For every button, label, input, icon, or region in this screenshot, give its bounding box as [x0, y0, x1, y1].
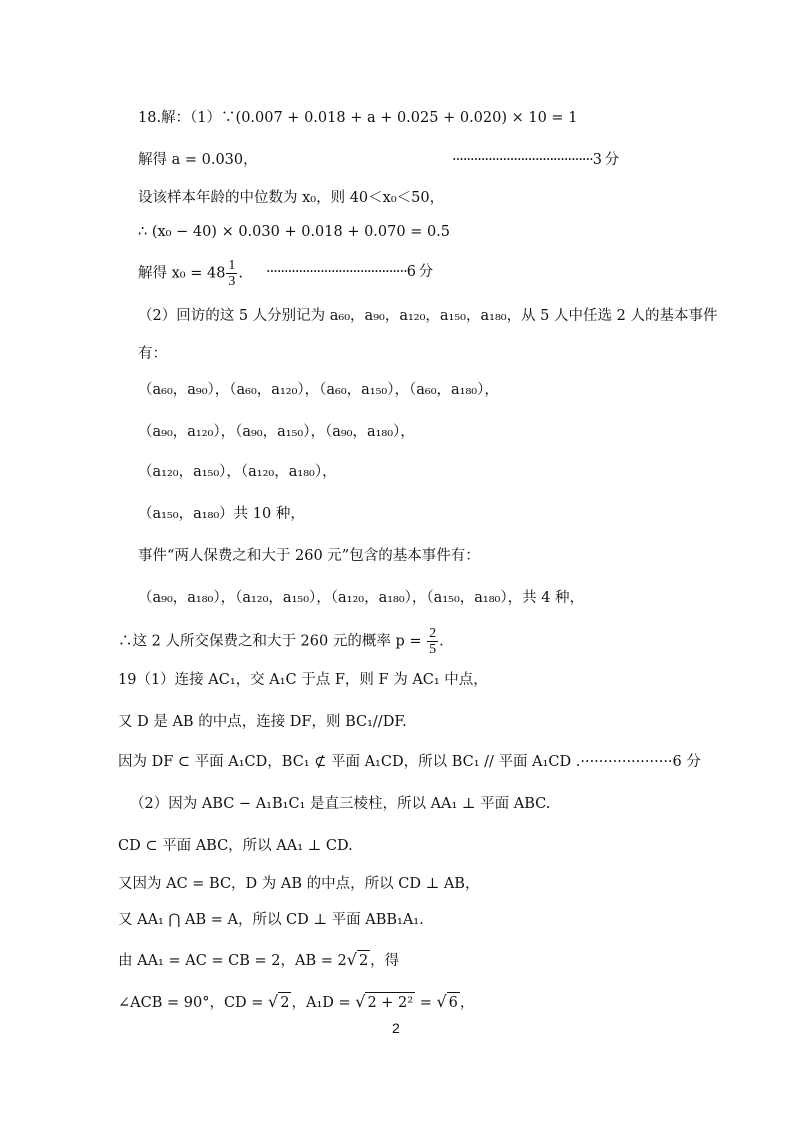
- q19-part2-line2: CD ⊂ 平面 ABC，所以 AA₁ ⊥ CD.: [118, 838, 353, 854]
- q19-part2-line1: （2）因为 ABC − A₁B₁C₁ 是直三棱柱，所以 AA₁ ⊥ 平面 ABC.: [130, 796, 551, 812]
- events-row1: （a₆₀，a₉₀），（a₆₀，a₁₂₀），（a₆₀，a₁₅₀），（a₆₀，a₁₈₀），: [138, 382, 499, 398]
- part2-have: 有：: [138, 346, 167, 362]
- q19-part1-line2: 又 D 是 AB 的中点，连接 DF，则 BC₁//DF.: [118, 714, 407, 730]
- events-row2: （a₉₀，a₁₂₀），（a₉₀，a₁₅₀），（a₉₀，a₁₈₀），: [138, 424, 415, 440]
- score-3: ·······································3 分: [452, 152, 619, 168]
- score-6: ·······································6 分: [266, 264, 433, 280]
- events-row3: （a₁₂₀，a₁₅₀），（a₁₂₀，a₁₈₀），: [138, 464, 337, 480]
- q18-part1-equation: 18.解：（1）∵(0.007 + 0.018 + a + 0.025 + 0.020) × 10 = 1: [138, 110, 578, 126]
- sqrt-6: 6: [447, 992, 460, 1013]
- q19-part2-line5: 由 AA₁ = AC = CB = 2，AB = 2√ 2 ，得: [118, 950, 400, 969]
- fraction-one-third: $\frac{1}{3}$: [228, 258, 236, 289]
- median-equation: ∴ (x₀ − 40) × 0.030 + 0.018 + 0.070 = 0.5: [138, 224, 451, 240]
- q19-part2-line6: ∠ACB = 90°，CD = √ 2 ，A₁D = √ 2 + 2² = √ 6 ，: [118, 992, 475, 1011]
- solve-a: 解得 a = 0.030，: [138, 152, 258, 168]
- sqrt-expression: 2 + 2²: [365, 992, 415, 1013]
- favorable-events: （a₉₀，a₁₈₀），（a₁₂₀，a₁₅₀），（a₁₂₀，a₁₈₀），（a₁₅₀，a₁₈₀），共 4 种，: [138, 590, 585, 606]
- q19-part1-line1: 19（1）连接 AC₁，交 A₁C 于点 F，则 F 为 AC₁ 中点，: [118, 672, 488, 688]
- q19-part2-line3: 又因为 AC = BC，D 为 AB 的中点，所以 CD ⊥ AB，: [118, 876, 480, 892]
- sqrt-2-cd: 2: [278, 992, 291, 1013]
- median-setup: 设该样本年龄的中位数为 x₀，则 40＜x₀＜50，: [138, 190, 445, 206]
- solve-median: 解得 x₀ = 48 $\frac{1}{3}$ .: [138, 258, 244, 289]
- event-definition: 事件“两人保费之和大于 260 元”包含的基本事件有：: [138, 548, 480, 564]
- fraction-two-fifths: $\frac{2}{5}$: [429, 626, 437, 657]
- part2-intro: （2）回访的这 5 人分别记为 a₆₀，a₉₀，a₁₂₀，a₁₅₀，a₁₈₀，从 5 人中任选 2 人的基本事件: [138, 308, 718, 324]
- sqrt-2: 2: [357, 950, 370, 971]
- page-number: 2: [392, 1020, 400, 1036]
- q19-part1-line3: 因为 DF ⊂ 平面 A₁CD，BC₁ ⊄ 平面 A₁CD，所以 BC₁ // 平面 A₁CD .····················6 分: [118, 754, 701, 770]
- events-row4: （a₁₅₀，a₁₈₀）共 10 种，: [138, 506, 305, 522]
- q19-part2-line4: 又 AA₁ ⋂ AB = A，所以 CD ⊥ 平面 ABB₁A₁.: [118, 912, 424, 928]
- probability: ∴这 2 人所交保费之和大于 260 元的概率 p = $\frac{2}{5}$ .: [118, 626, 444, 657]
